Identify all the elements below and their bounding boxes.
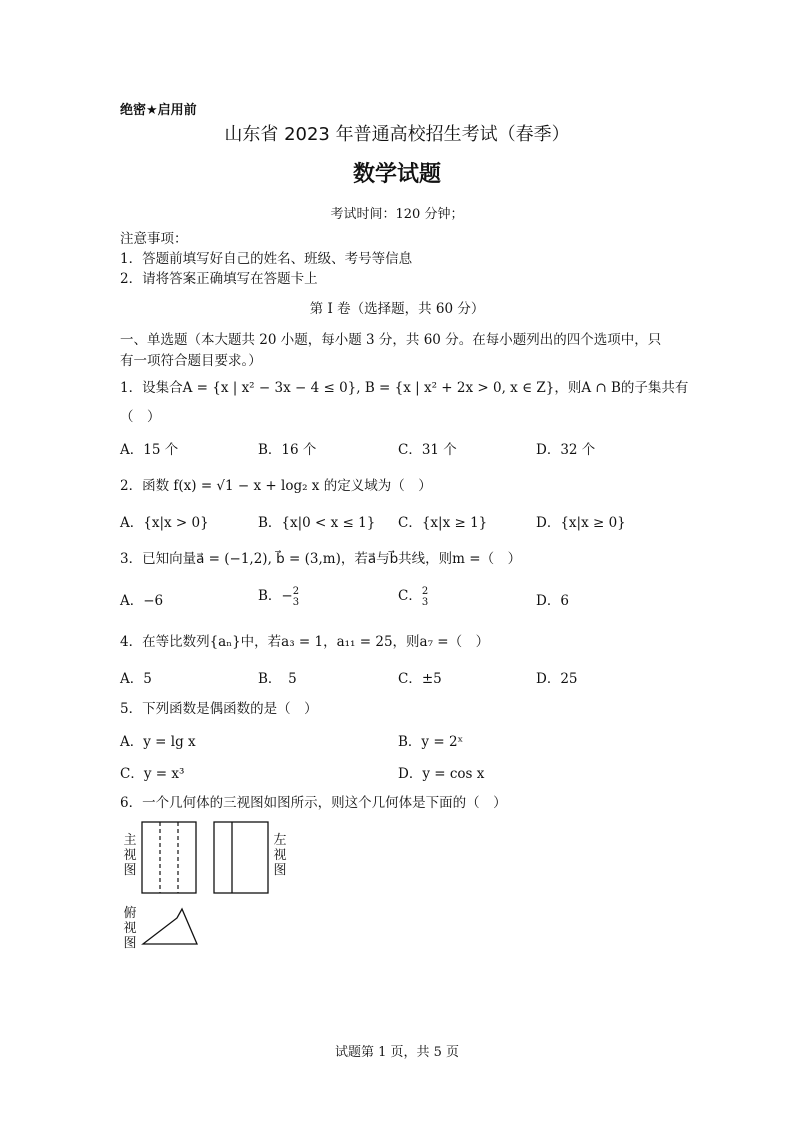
side-view-drawing xyxy=(214,822,268,893)
top-view-label: 俯视图 xyxy=(123,906,137,951)
notes-heading: 注意事项： xyxy=(120,231,188,247)
side-view-label: 左视图 xyxy=(273,833,287,878)
q4-option-b: B． 5 xyxy=(258,671,297,687)
q2-option-c: C．{x|x ≥ 1} xyxy=(398,515,488,531)
section-intro: 一、单选题（本大题共 20 小题，每小题 3 分，共 60 分。在每小题列出的四个选项中，只 xyxy=(120,332,662,348)
section-intro-cont: 有一项符合题目要求。） xyxy=(120,353,262,369)
q3-option-c-fraction: 2 3 xyxy=(421,585,429,608)
note-item: 2．请将答案正确填写在答题卡上 xyxy=(120,271,318,287)
question-2-stem: 2．函数 f(x) = √1 − x + log₂ x 的定义域为（ ） xyxy=(120,478,432,494)
note-item: 1．答题前填写好自己的姓名、班级、考号等信息 xyxy=(120,251,413,267)
q5-option-a: A．y = lg x xyxy=(120,734,196,750)
q4-option-a: A．5 xyxy=(120,671,152,687)
q4-option-d: D．25 xyxy=(536,671,578,687)
q1-option-d: D．32 个 xyxy=(536,442,596,458)
q2-option-b: B．{x|0 < x ≤ 1} xyxy=(258,515,376,531)
q3-option-b xyxy=(258,584,299,608)
exam-title: 山东省 2023 年普通高校招生考试（春季） xyxy=(224,124,570,145)
q3-option-d: D．6 xyxy=(536,593,569,609)
front-view-label: 主视图 xyxy=(123,833,137,878)
q3-option-b-fraction: 2 3 xyxy=(292,585,300,608)
section-title: 第 I 卷（选择题，共 60 分） xyxy=(309,301,485,317)
three-view-figure xyxy=(138,818,274,948)
question-3-stem: 3．已知向量a⃗ = (−1,2), b⃗ = (3,m)，若a⃗与b⃗共线，则m =（ ） xyxy=(120,551,522,567)
question-6-stem: 6．一个几何体的三视图如图所示，则这个几何体是下面的（ ） xyxy=(120,795,507,811)
q3-option-c xyxy=(398,584,428,608)
q2-option-a: A．{x|x > 0} xyxy=(120,515,209,531)
question-1-paren: （ ） xyxy=(120,409,161,425)
exam-subtitle: 数学试题 xyxy=(352,162,441,187)
q5-option-c: C．y = x³ xyxy=(120,766,185,782)
question-1-stem: 1．设集合A = {x | x² − 3x − 4 ≤ 0}, B = {x | x² + 2x > 0, x ∈ Z}，则A ∩ B的子集共有 xyxy=(120,380,689,396)
q4-option-c: C．±5 xyxy=(398,671,442,687)
front-view-drawing xyxy=(142,822,196,893)
q3-option-a: A．−6 xyxy=(120,593,164,609)
q5-option-b: B．y = 2ˣ xyxy=(398,734,464,750)
q3-option-b-label: B．− xyxy=(258,588,293,604)
question-5-stem: 5．下列函数是偶函数的是（ ） xyxy=(120,701,318,717)
top-view-drawing xyxy=(143,909,197,944)
q1-option-a: A．15 个 xyxy=(120,442,179,458)
question-4-stem: 4．在等比数列{aₙ}中，若a₃ = 1，a₁₁ = 25，则a₇ =（ ） xyxy=(120,634,490,650)
q5-option-d: D．y = cos x xyxy=(398,766,485,782)
q1-option-b: B．16 个 xyxy=(258,442,317,458)
q3-option-c-label: C． xyxy=(398,588,422,604)
q2-option-d: D．{x|x ≥ 0} xyxy=(536,515,626,531)
q1-option-c: C．31 个 xyxy=(398,442,457,458)
confidential-mark: 绝密★启用前 xyxy=(120,103,197,118)
exam-time: 考试时间：120 分钟； xyxy=(330,207,464,222)
page-footer: 试题第 1 页，共 5 页 xyxy=(334,1045,460,1060)
